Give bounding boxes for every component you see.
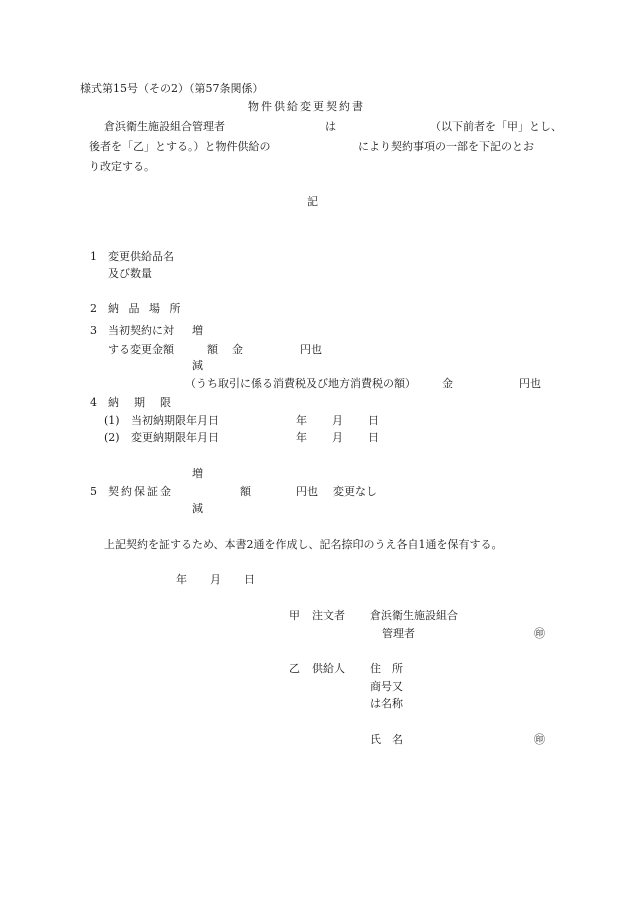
item1-label2: 及び数量 (108, 267, 152, 280)
preamble-line1-wa: は (325, 120, 336, 133)
item5-enya: 円也 (296, 485, 318, 498)
item4-1-tsuki: 月 (332, 414, 343, 427)
party-a-seal: ㊞ (534, 627, 545, 640)
item5-label: 契約保証金 (108, 485, 173, 498)
preamble-line1-suffix: （以下前者を「甲」とし、 (430, 120, 562, 133)
document-title: 物件供給変更契約書 (248, 100, 365, 113)
item4-1-nen: 年 (296, 414, 307, 427)
party-b-role: 供給人 (312, 662, 345, 675)
item3-tax-kin: 金 (442, 377, 453, 390)
preamble-line2-suffix: により契約事項の一部を下記のとお (358, 140, 534, 153)
item4-2-nen: 年 (296, 431, 307, 444)
item3-label1: 当初契約に対 (108, 324, 174, 337)
party-b-seal: ㊞ (534, 733, 545, 746)
item5-nochange: 変更なし (333, 485, 377, 498)
party-b-address: 住 所 (370, 662, 403, 675)
item3-kin: 金 (232, 343, 243, 356)
item3-gaku: 額 (207, 343, 218, 356)
preamble-line2-prefix: 後者を「乙」とする。）と物件供給の (89, 140, 271, 153)
item1-label1: 変更供給品名 (108, 250, 174, 263)
item4-label: 納 期 限 (108, 396, 173, 409)
preamble-line1-party: 倉浜衛生施設組合管理者 (104, 120, 225, 133)
party-a-role: 注文者 (312, 609, 345, 622)
item4-1-number: (1) (104, 414, 120, 427)
item2-label: 納 品 場 所 (108, 302, 184, 315)
item3-tax-enya: 円也 (519, 377, 541, 390)
date-hi: 日 (244, 573, 255, 586)
item2-number: 2 (90, 302, 97, 315)
item3-enya: 円也 (300, 343, 322, 356)
item4-2-number: (2) (104, 431, 120, 444)
party-b-shogo2: は名称 (370, 697, 403, 710)
ki-heading: 記 (307, 195, 318, 208)
party-b-name: 氏 名 (370, 733, 403, 746)
item3-tax-label: （うち取引に係る消費税及び地方消費税の額） (185, 377, 416, 390)
item3-number: 3 (90, 324, 97, 337)
form-number: 様式第15号（その2）（第57条関係） (80, 82, 264, 95)
party-b-mark: 乙 (289, 662, 300, 675)
item4-2-tsuki: 月 (332, 431, 343, 444)
date-tsuki: 月 (210, 573, 221, 586)
date-nen: 年 (176, 573, 187, 586)
closing-statement: 上記契約を証するため、本書2通を作成し、記名捺印のうえ各自1通を保有する。 (104, 538, 503, 551)
item5-zo: 増 (192, 467, 203, 480)
item4-1-label: 当初納期限年月日 (131, 414, 219, 427)
item5-gen: 減 (192, 502, 203, 515)
party-a-org: 倉浜衛生施設組合 (370, 609, 458, 622)
item3-label2: する変更金額 (108, 343, 174, 356)
item4-number: 4 (90, 396, 97, 409)
item5-gaku: 額 (240, 485, 251, 498)
item4-1-hi: 日 (368, 414, 379, 427)
item3-gen: 減 (192, 359, 203, 372)
item5-number: 5 (90, 485, 97, 498)
party-a-title: 管理者 (382, 627, 415, 640)
item4-2-label: 変更納期限年月日 (131, 431, 219, 444)
preamble-line3: り改定する。 (89, 160, 155, 173)
item1-number: 1 (90, 250, 97, 263)
item3-zo: 増 (192, 324, 203, 337)
party-a-mark: 甲 (289, 609, 300, 622)
party-b-shogo1: 商号又 (370, 680, 403, 693)
item4-2-hi: 日 (368, 431, 379, 444)
